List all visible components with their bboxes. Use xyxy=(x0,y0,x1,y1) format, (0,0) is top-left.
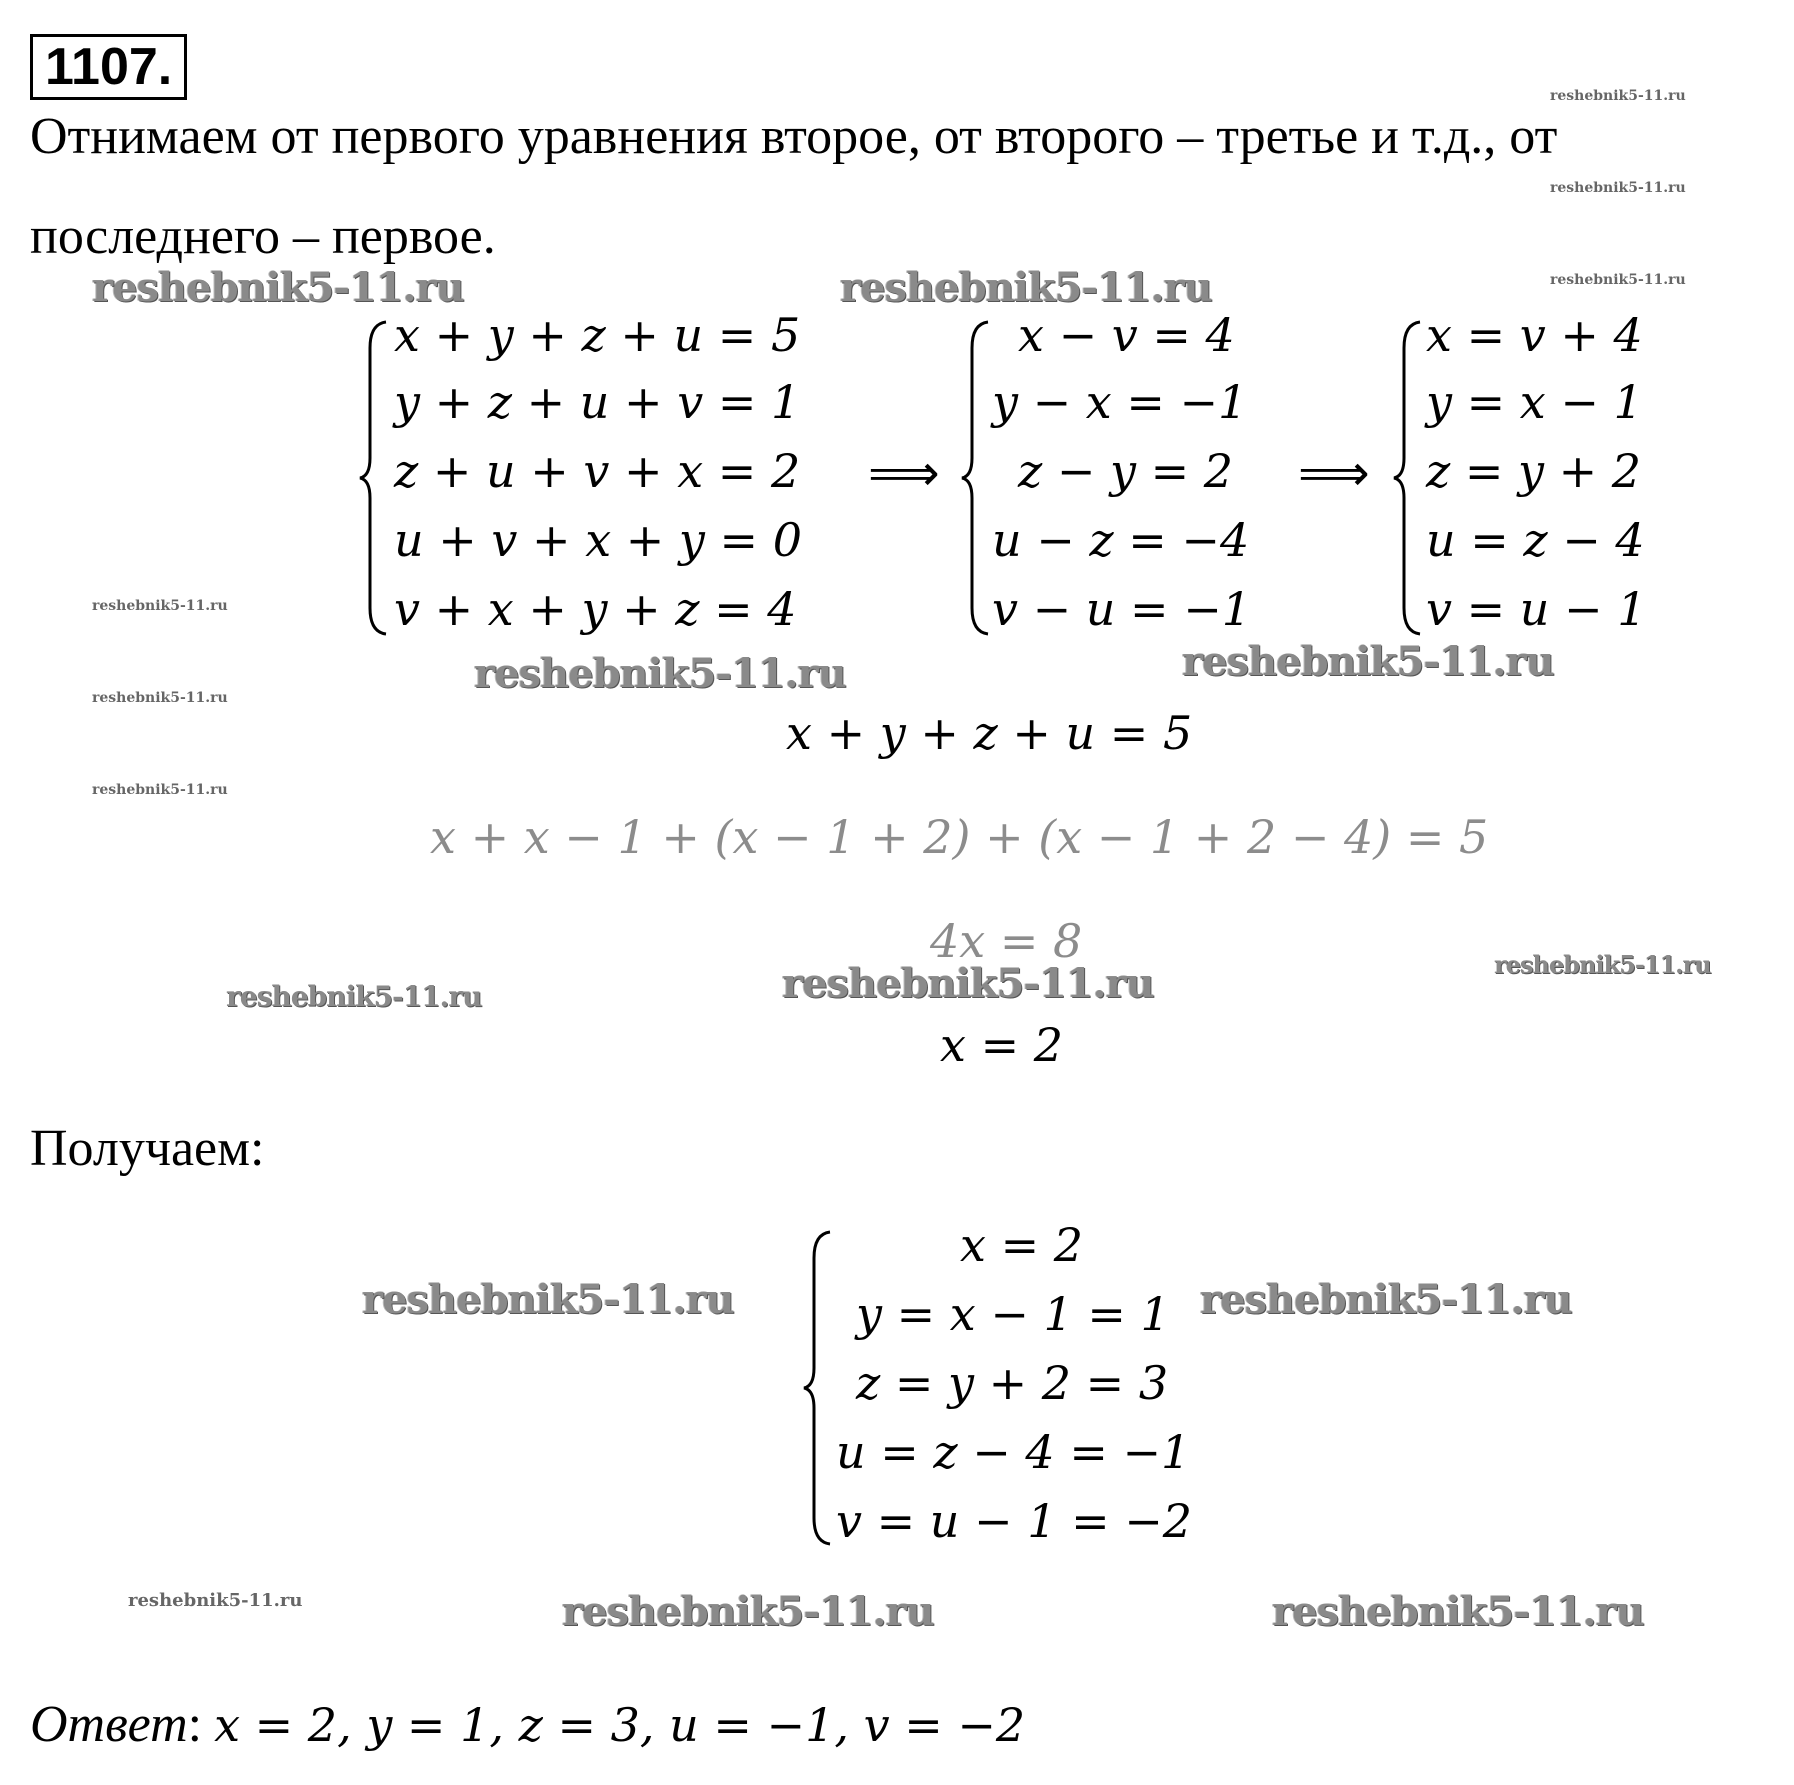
watermark: reshebnik5-11.ru xyxy=(1182,638,1554,685)
derivation-eq-3: 4x = 8 xyxy=(930,914,1083,968)
watermark: reshebnik5-11.ru xyxy=(92,264,464,311)
watermark: reshebnik5-11.ru xyxy=(1272,1588,1644,1635)
derivation-eq-2: x + x − 1 + (x − 1 + 2) + (x − 1 + 2 − 4) = 5 xyxy=(430,810,1489,864)
answer-label: Ответ xyxy=(30,1696,188,1753)
implies-arrow-icon: ⟹ xyxy=(868,444,940,502)
left-brace-icon xyxy=(958,318,994,638)
answer-colon: : xyxy=(187,1696,203,1753)
derivation-eq-4: x = 2 xyxy=(940,1018,1063,1072)
result-label: Получаем: xyxy=(30,1120,265,1177)
answer-value: x = 2, y = 1, z = 3, u = −1, v = −2 xyxy=(214,1698,1026,1752)
system-4-eq: z = y + 2 = 3 xyxy=(856,1356,1169,1410)
watermark: reshebnik5-11.ru xyxy=(92,598,228,614)
system-4-eq: x = 2 xyxy=(960,1218,1083,1272)
implies-arrow-icon: ⟹ xyxy=(1298,444,1370,502)
system-1-eq: u + v + x + y = 0 xyxy=(394,513,802,567)
system-1-eq: v + x + y + z = 4 xyxy=(394,582,797,636)
system-3-eq: v = u − 1 xyxy=(1426,582,1647,636)
system-3-eq: y = x − 1 xyxy=(1426,375,1643,429)
watermark: reshebnik5-11.ru xyxy=(226,980,482,1013)
left-brace-icon xyxy=(800,1228,836,1548)
system-3-eq: x = v + 4 xyxy=(1426,308,1643,362)
intro-line-1: Отнимаем от первого уравнения второе, от второго – третье и т.д., от xyxy=(30,108,1558,165)
left-brace-icon xyxy=(1390,318,1426,638)
watermark: reshebnik5-11.ru xyxy=(1550,180,1686,196)
system-2-eq: y − x = −1 xyxy=(992,375,1248,429)
answer xyxy=(30,1690,1025,1761)
watermark: reshebnik5-11.ru xyxy=(1550,272,1686,288)
watermark: reshebnik5-11.ru xyxy=(92,782,228,798)
system-2-eq: u − z = −4 xyxy=(992,513,1250,567)
watermark: reshebnik5-11.ru xyxy=(474,650,846,697)
system-3-eq: z = y + 2 xyxy=(1426,444,1642,498)
system-2-eq: v − u = −1 xyxy=(992,582,1251,636)
watermark: reshebnik5-11.ru xyxy=(782,960,1154,1007)
system-2-eq: x − v = 4 xyxy=(1018,308,1235,362)
watermark: reshebnik5-11.ru xyxy=(1494,950,1711,979)
system-1-eq: y + z + u + v = 1 xyxy=(394,375,801,429)
system-4-eq: y = x − 1 = 1 xyxy=(856,1287,1170,1341)
system-1-eq: x + y + z + u = 5 xyxy=(394,308,801,362)
system-4-eq: u = z − 4 = −1 xyxy=(836,1425,1191,1479)
problem-number: 1107. xyxy=(30,34,187,100)
system-1-eq: z + u + v + x = 2 xyxy=(394,444,801,498)
intro-line-2: последнего – первое. xyxy=(30,208,496,265)
system-4-eq: v = u − 1 = −2 xyxy=(836,1494,1193,1548)
system-2-eq: z − y = 2 xyxy=(1018,444,1234,498)
watermark: reshebnik5-11.ru xyxy=(1550,88,1686,104)
watermark: reshebnik5-11.ru xyxy=(1200,1276,1572,1323)
watermark: reshebnik5-11.ru xyxy=(840,264,1212,311)
watermark: reshebnik5-11.ru xyxy=(92,690,228,706)
watermark: reshebnik5-11.ru xyxy=(128,1590,303,1611)
derivation-eq-1: x + y + z + u = 5 xyxy=(786,706,1193,760)
watermark: reshebnik5-11.ru xyxy=(362,1276,734,1323)
watermark: reshebnik5-11.ru xyxy=(562,1588,934,1635)
system-3-eq: u = z − 4 xyxy=(1426,513,1645,567)
left-brace-icon xyxy=(356,318,392,638)
